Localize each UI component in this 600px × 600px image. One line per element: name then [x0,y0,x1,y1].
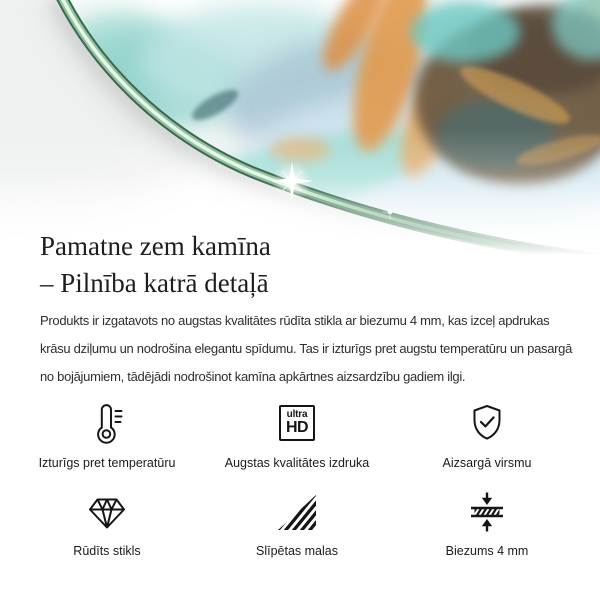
product-description [40,307,572,391]
ultra-hd-badge-icon [279,399,315,447]
page-title-line1: Pamatne zem kamīna [40,231,271,261]
feature-print-quality [202,399,392,471]
feature-label: Aizsargā virsmu [442,456,532,470]
thickness-4mm-icon [465,487,509,535]
feature-temperature [12,399,202,471]
feature-label: Augstas kvalitātes izdruka [224,456,370,470]
product-hero-image [0,0,600,262]
feature-polished-edges [202,487,392,559]
feature-tempered-glass [12,487,202,559]
diamond-icon [85,487,129,535]
description-line: krāsu dziļumu un nodrošina elegantu spīdumu. Tas ir izturīgs pret augstu temperatūru un pasargā [40,341,573,356]
feature-label: Slīpētas malas [256,544,338,558]
description-line: no bojājumiem, tādējādi nodrošinot kamīna apkārtnes aizsardzību gadiem ilgi. [40,369,466,384]
thermometer-icon [85,399,129,447]
uhd-badge-bottom-text: HD [285,419,309,436]
glass-panel-illustration [0,0,600,262]
uhd-badge-top-text: ultra [286,409,308,420]
shield-check-icon [465,399,509,447]
feature-grid [12,399,582,559]
feature-label: Biezums 4 mm [445,544,529,558]
page-title-line2: – Pilnība katrā detaļā [40,268,269,298]
feature-thickness [392,487,582,559]
description-line: Produkts ir izgatavots no augstas kvalitātes rūdīta stikla ar biezumu 4 mm, kas izceļ apdrukas [40,313,550,328]
feature-label: Izturīgs pret temperatūru [38,456,176,470]
page-title [40,228,271,302]
beveled-edges-icon [275,487,319,535]
feature-protects-surface [392,399,582,471]
feature-label: Rūdīts stikls [73,544,141,558]
